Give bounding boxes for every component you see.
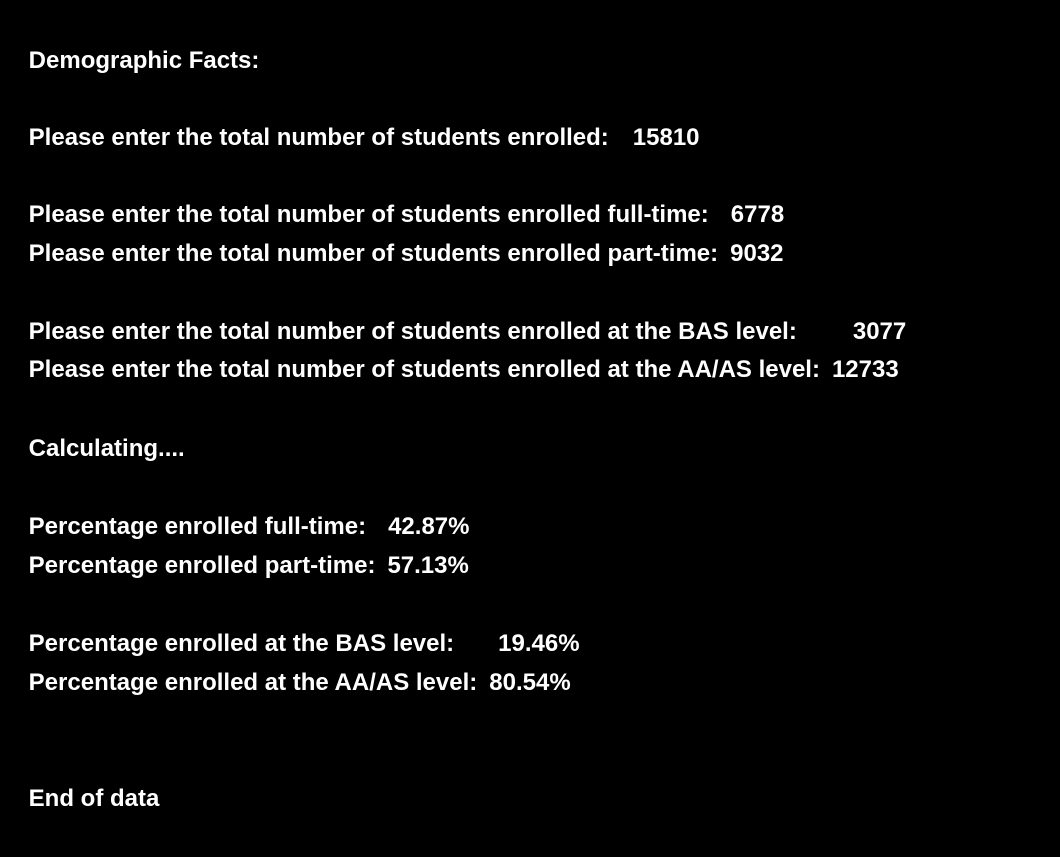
prompt-total-label: Please enter the total number of students enrolled: xyxy=(28,124,609,151)
result-aaas-line xyxy=(2,624,571,696)
result-bas-value: 19.46% xyxy=(498,630,580,657)
result-fulltime-line xyxy=(2,468,470,540)
prompt-parttime-value: 9032 xyxy=(730,240,784,267)
prompt-total-line xyxy=(2,79,700,151)
result-fulltime-value: 42.87% xyxy=(388,513,470,540)
prompt-aaas-line xyxy=(2,311,899,383)
prompt-bas-line xyxy=(2,273,907,345)
result-parttime-label: Percentage enrolled part-time: xyxy=(28,552,376,579)
prompt-fulltime-label: Please enter the total number of students enrolled full-time: xyxy=(28,201,709,228)
result-bas-label: Percentage enrolled at the BAS level: xyxy=(28,630,455,657)
header-line xyxy=(2,2,260,74)
prompt-bas-value: 3077 xyxy=(852,318,907,345)
prompt-aaas-value: 12733 xyxy=(831,356,899,383)
prompt-parttime-line xyxy=(2,195,784,267)
result-parttime-line xyxy=(2,507,469,579)
prompt-total-value: 15810 xyxy=(632,124,700,151)
prompt-parttime-label: Please enter the total number of students enrolled part-time: xyxy=(28,240,719,267)
footer-text: End of data xyxy=(28,785,160,812)
prompt-fulltime-line xyxy=(2,156,785,228)
calculating-line xyxy=(2,390,185,462)
prompt-bas-label: Please enter the total number of students enrolled at the BAS level: xyxy=(28,318,797,345)
prompt-fulltime-value: 6778 xyxy=(730,201,785,228)
footer-line xyxy=(2,740,160,812)
calculating-text: Calculating.... xyxy=(28,435,185,462)
prompt-aaas-label: Please enter the total number of students enrolled at the AA/AS level: xyxy=(28,356,820,383)
header-text: Demographic Facts: xyxy=(28,47,260,74)
result-fulltime-label: Percentage enrolled full-time: xyxy=(28,513,367,540)
result-bas-line xyxy=(2,585,580,657)
result-aaas-label: Percentage enrolled at the AA/AS level: xyxy=(28,669,478,696)
result-parttime-value: 57.13% xyxy=(387,552,469,579)
result-aaas-value: 80.54% xyxy=(489,669,571,696)
